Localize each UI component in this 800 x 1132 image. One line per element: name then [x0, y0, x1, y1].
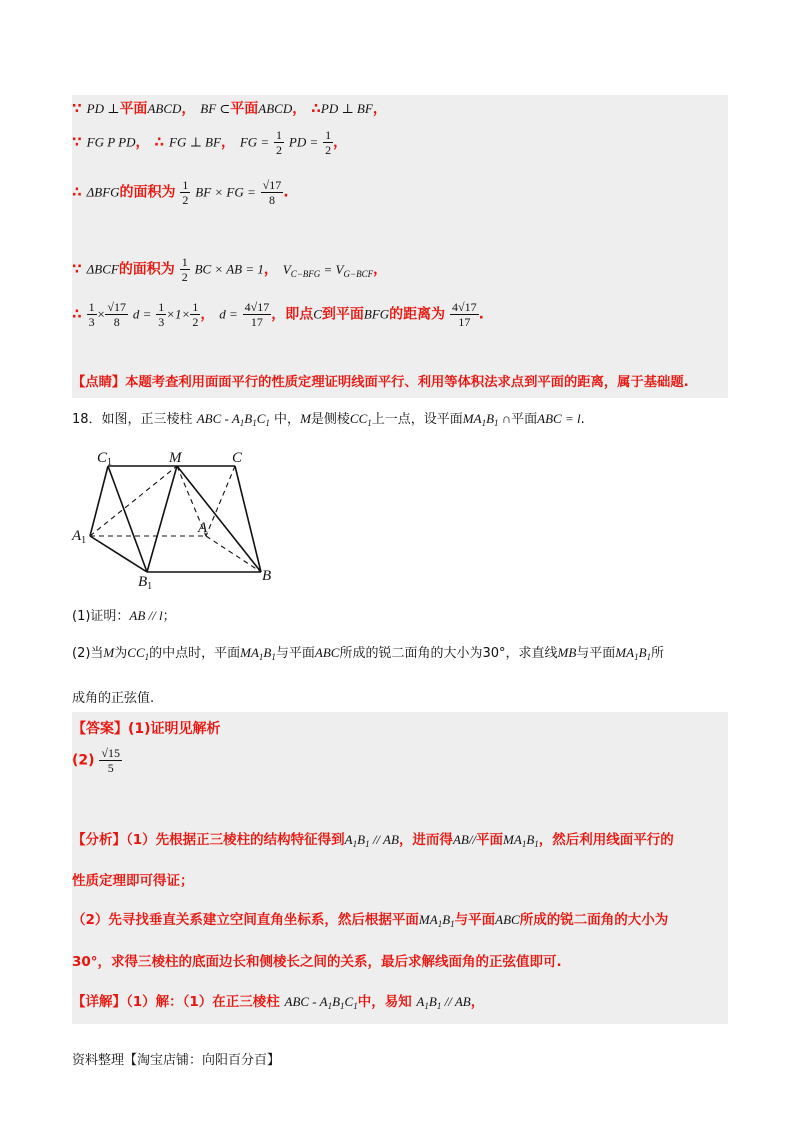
label-a1: $A_1$ — [72, 528, 87, 546]
analysis-line-2: 性质定理即可得证； — [72, 873, 194, 889]
comment-line: 【点睛】本题考查利用面面平行的性质定理证明线面平行、利用等体积法求点到平面的距离，属于基础题. — [72, 375, 689, 390]
question-part-1: (1)证明：AB // l； — [72, 608, 176, 624]
solution-line-3: ∴ ΔBFG的面积为 $\frac{1}{2}$ BF × FG = $\frac{√17}{8}$ . — [72, 178, 289, 207]
label-m: M — [169, 450, 182, 466]
question-part-2-cont: 成角的正弦值. — [72, 691, 155, 706]
question-18-line-1: 18．如图，正三棱柱 ABC - $A_1B_1C_1$ 中，M是侧棱$CC_1$上一点，设平面$MA_1B_1$ ∩平面ABC = l. — [72, 411, 585, 428]
label-a: A — [198, 520, 208, 536]
question-part-2: (2)当M为$CC_1$的中点时，平面$MA_1B_1$与平面ABC所成的锐二面角的大小为30°，求直线MB与平面$MA_1B_1$所 — [72, 645, 665, 662]
label-b: B — [262, 568, 272, 584]
solution-line-5: ∴ $\frac{1}{3}$ × $\frac{√17}{8}$ d = $\frac{1}{3}$ ×1× $\frac{1}{2}$ ， d = $\frac{4√17}{17}$ ，即点C到平面BFG的距离为 $\frac{4√17}{17}$ . — [72, 300, 484, 329]
analysis-line-1: 【分析】（1）先根据正三棱柱的结构特征得到$A_1B_1$ // AB，进而得AB//平面$MA_1B_1$，然后利用线面平行的 — [72, 832, 674, 849]
page-footer: 资料整理【淘宝店铺：向阳百分百】 — [72, 1053, 281, 1068]
label-b1: $B_1$ — [138, 574, 153, 592]
answer-line-2: (2) $\frac{√15}{5}$ — [72, 746, 121, 775]
detail-line-1: 【详解】（1）解：（1）在正三棱柱 ABC - $A_1B_1C_1$中，易知 $A_1B_1$ // AB， — [72, 994, 485, 1011]
solution-line-4: ∵ ΔBCF的面积为 $\frac{1}{2}$ BC × AB = 1， $V_{C-BFG} = V_{G-BCF}$， — [72, 255, 388, 284]
label-c1: $C_1$ — [97, 450, 113, 468]
prism-figure — [70, 442, 290, 592]
answer-block — [72, 712, 728, 1024]
answer-line-1: 【答案】(1)证明见解析 — [72, 721, 221, 737]
label-c: C — [232, 450, 243, 466]
solution-line-2: ∵ FG P PD， ∴ FG ⊥ BF， FG = $\frac{1}{2}$ PD = $\frac{1}{2}$ ， — [72, 128, 348, 157]
solution-line-1: ∵ PD ⊥平面ABCD， BF ⊂平面ABCD， ∴PD ⊥ BF， — [72, 101, 387, 117]
analysis-line-3: （2）先寻找垂直关系建立空间直角坐标系，然后根据平面$MA_1B_1$与平面ABC所成的锐二面角的大小为 — [72, 912, 669, 929]
analysis-line-4: 30°，求得三棱柱的底面边长和侧棱长之间的关系，最后求解线面角的正弦值即可. — [72, 954, 562, 970]
